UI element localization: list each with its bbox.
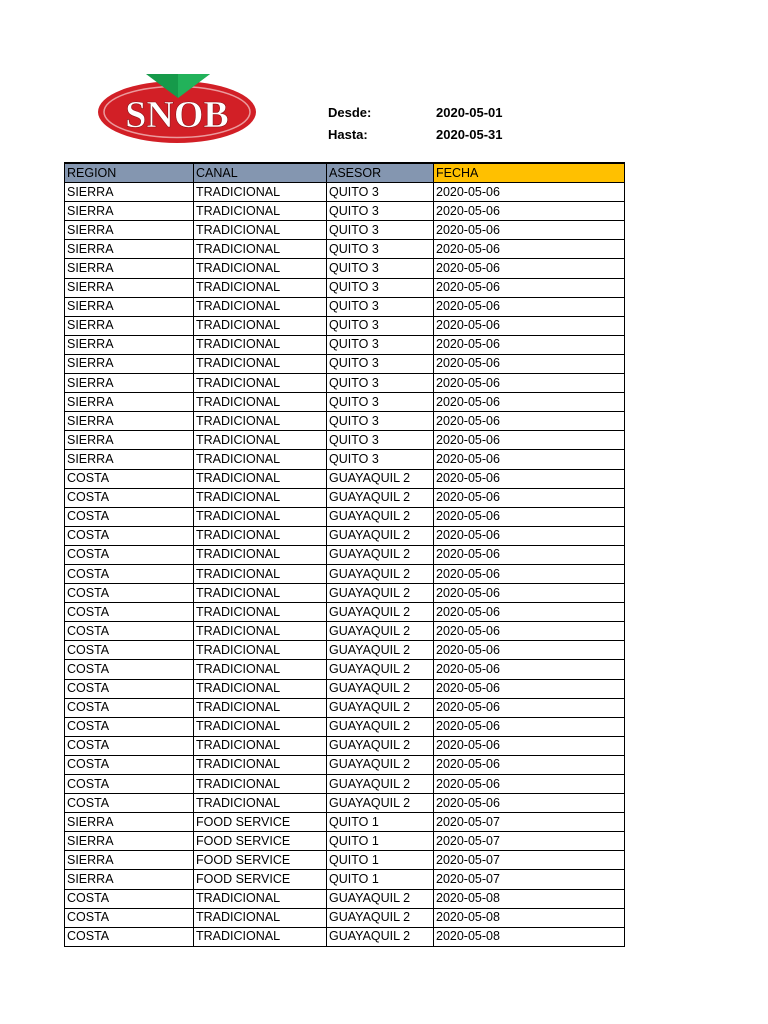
cell-region: COSTA: [65, 660, 194, 679]
cell-fecha: 2020-05-06: [434, 622, 625, 641]
cell-region: COSTA: [65, 488, 194, 507]
logo-text: SNOB: [125, 94, 229, 136]
cell-asesor: GUAYAQUIL 2: [327, 469, 434, 488]
cell-fecha: 2020-05-06: [434, 794, 625, 813]
cell-fecha: 2020-05-07: [434, 813, 625, 832]
hasta-label: Hasta:: [328, 127, 368, 142]
table-row: [65, 755, 625, 774]
cell-region: COSTA: [65, 927, 194, 946]
cell-fecha: 2020-05-06: [434, 412, 625, 431]
table-row: [65, 488, 625, 507]
table-body: [65, 183, 625, 947]
cell-region: SIERRA: [65, 202, 194, 221]
cell-canal: TRADICIONAL: [194, 431, 327, 450]
cell-asesor: QUITO 3: [327, 297, 434, 316]
table-row: [65, 526, 625, 545]
cell-asesor: GUAYAQUIL 2: [327, 889, 434, 908]
cell-canal: TRADICIONAL: [194, 354, 327, 373]
table-row: [65, 278, 625, 297]
cell-fecha: 2020-05-06: [434, 183, 625, 202]
cell-fecha: 2020-05-06: [434, 240, 625, 259]
table-row: [65, 450, 625, 469]
cell-asesor: QUITO 3: [327, 374, 434, 393]
cell-asesor: GUAYAQUIL 2: [327, 755, 434, 774]
table-row: [65, 374, 625, 393]
table-row: [65, 641, 625, 660]
cell-canal: TRADICIONAL: [194, 202, 327, 221]
cell-canal: TRADICIONAL: [194, 488, 327, 507]
cell-fecha: 2020-05-06: [434, 755, 625, 774]
cell-fecha: 2020-05-06: [434, 393, 625, 412]
cell-canal: TRADICIONAL: [194, 564, 327, 583]
cell-region: SIERRA: [65, 297, 194, 316]
report-table: [64, 162, 625, 947]
table-row: [65, 832, 625, 851]
cell-asesor: QUITO 3: [327, 278, 434, 297]
cell-region: COSTA: [65, 622, 194, 641]
cell-canal: FOOD SERVICE: [194, 870, 327, 889]
cell-region: COSTA: [65, 698, 194, 717]
cell-canal: TRADICIONAL: [194, 412, 327, 431]
cell-asesor: QUITO 1: [327, 851, 434, 870]
desde-label: Desde:: [328, 105, 372, 120]
cell-region: SIERRA: [65, 851, 194, 870]
cell-asesor: GUAYAQUIL 2: [327, 736, 434, 755]
cell-fecha: 2020-05-06: [434, 660, 625, 679]
table-row: [65, 622, 625, 641]
table-row: [65, 603, 625, 622]
table-row: [65, 431, 625, 450]
cell-fecha: 2020-05-06: [434, 431, 625, 450]
cell-region: COSTA: [65, 908, 194, 927]
cell-region: SIERRA: [65, 221, 194, 240]
cell-region: SIERRA: [65, 431, 194, 450]
cell-asesor: GUAYAQUIL 2: [327, 488, 434, 507]
cell-canal: TRADICIONAL: [194, 545, 327, 564]
cell-asesor: QUITO 3: [327, 183, 434, 202]
desde-value: 2020-05-01: [436, 105, 503, 120]
cell-canal: FOOD SERVICE: [194, 851, 327, 870]
cell-canal: TRADICIONAL: [194, 755, 327, 774]
cell-canal: TRADICIONAL: [194, 240, 327, 259]
cell-canal: TRADICIONAL: [194, 927, 327, 946]
table-row: [65, 469, 625, 488]
table-row: [65, 183, 625, 202]
cell-fecha: 2020-05-07: [434, 870, 625, 889]
cell-asesor: QUITO 3: [327, 202, 434, 221]
cell-region: SIERRA: [65, 354, 194, 373]
cell-fecha: 2020-05-06: [434, 469, 625, 488]
cell-fecha: 2020-05-06: [434, 545, 625, 564]
cell-canal: TRADICIONAL: [194, 584, 327, 603]
cell-asesor: GUAYAQUIL 2: [327, 584, 434, 603]
table-row: [65, 660, 625, 679]
cell-asesor: GUAYAQUIL 2: [327, 526, 434, 545]
cell-canal: TRADICIONAL: [194, 297, 327, 316]
table-row: [65, 813, 625, 832]
table-row: [65, 908, 625, 927]
cell-canal: TRADICIONAL: [194, 393, 327, 412]
cell-region: SIERRA: [65, 278, 194, 297]
cell-fecha: 2020-05-06: [434, 775, 625, 794]
cell-canal: TRADICIONAL: [194, 316, 327, 335]
cell-region: SIERRA: [65, 259, 194, 278]
table-row: [65, 679, 625, 698]
cell-asesor: GUAYAQUIL 2: [327, 794, 434, 813]
cell-fecha: 2020-05-06: [434, 736, 625, 755]
table-row: [65, 316, 625, 335]
cell-fecha: 2020-05-06: [434, 316, 625, 335]
cell-region: COSTA: [65, 755, 194, 774]
cell-region: SIERRA: [65, 870, 194, 889]
cell-canal: TRADICIONAL: [194, 278, 327, 297]
table-row: [65, 259, 625, 278]
table-row: [65, 889, 625, 908]
cell-canal: TRADICIONAL: [194, 908, 327, 927]
cell-region: COSTA: [65, 717, 194, 736]
cell-fecha: 2020-05-06: [434, 297, 625, 316]
cell-fecha: 2020-05-06: [434, 450, 625, 469]
table-row: [65, 240, 625, 259]
table-row: [65, 354, 625, 373]
column-header-asesor: ASESOR: [327, 163, 434, 183]
cell-region: COSTA: [65, 679, 194, 698]
cell-asesor: QUITO 3: [327, 259, 434, 278]
cell-region: COSTA: [65, 736, 194, 755]
table-row: [65, 775, 625, 794]
table-row: [65, 794, 625, 813]
cell-fecha: 2020-05-08: [434, 889, 625, 908]
table-row: [65, 393, 625, 412]
cell-region: SIERRA: [65, 183, 194, 202]
table-row: [65, 221, 625, 240]
table-row: [65, 202, 625, 221]
cell-canal: TRADICIONAL: [194, 374, 327, 393]
cell-canal: TRADICIONAL: [194, 183, 327, 202]
cell-asesor: GUAYAQUIL 2: [327, 545, 434, 564]
cell-fecha: 2020-05-06: [434, 679, 625, 698]
cell-asesor: QUITO 3: [327, 354, 434, 373]
cell-fecha: 2020-05-06: [434, 221, 625, 240]
cell-canal: TRADICIONAL: [194, 736, 327, 755]
cell-canal: TRADICIONAL: [194, 679, 327, 698]
cell-fecha: 2020-05-06: [434, 641, 625, 660]
cell-canal: TRADICIONAL: [194, 889, 327, 908]
cell-asesor: GUAYAQUIL 2: [327, 603, 434, 622]
snob-logo: [96, 72, 258, 144]
cell-canal: TRADICIONAL: [194, 794, 327, 813]
table-row: [65, 335, 625, 354]
cell-region: COSTA: [65, 584, 194, 603]
cell-region: SIERRA: [65, 316, 194, 335]
cell-region: SIERRA: [65, 374, 194, 393]
cell-region: COSTA: [65, 507, 194, 526]
cell-asesor: GUAYAQUIL 2: [327, 717, 434, 736]
cell-asesor: QUITO 3: [327, 450, 434, 469]
cell-asesor: GUAYAQUIL 2: [327, 698, 434, 717]
cell-fecha: 2020-05-06: [434, 374, 625, 393]
table-row: [65, 584, 625, 603]
cell-fecha: 2020-05-06: [434, 564, 625, 583]
table-row: [65, 297, 625, 316]
cell-region: SIERRA: [65, 335, 194, 354]
cell-canal: TRADICIONAL: [194, 526, 327, 545]
cell-asesor: GUAYAQUIL 2: [327, 908, 434, 927]
cell-asesor: GUAYAQUIL 2: [327, 622, 434, 641]
cell-canal: TRADICIONAL: [194, 641, 327, 660]
cell-asesor: GUAYAQUIL 2: [327, 641, 434, 660]
cell-fecha: 2020-05-06: [434, 335, 625, 354]
cell-asesor: GUAYAQUIL 2: [327, 927, 434, 946]
cell-canal: TRADICIONAL: [194, 775, 327, 794]
cell-region: COSTA: [65, 641, 194, 660]
table-row: [65, 736, 625, 755]
cell-asesor: QUITO 3: [327, 412, 434, 431]
cell-canal: TRADICIONAL: [194, 698, 327, 717]
cell-asesor: QUITO 1: [327, 813, 434, 832]
cell-region: SIERRA: [65, 412, 194, 431]
cell-asesor: GUAYAQUIL 2: [327, 775, 434, 794]
cell-asesor: GUAYAQUIL 2: [327, 507, 434, 526]
table-row: [65, 545, 625, 564]
table-row: [65, 412, 625, 431]
column-header-fecha: FECHA: [434, 163, 625, 183]
cell-canal: TRADICIONAL: [194, 259, 327, 278]
cell-canal: FOOD SERVICE: [194, 832, 327, 851]
table-row: [65, 870, 625, 889]
cell-region: SIERRA: [65, 450, 194, 469]
cell-canal: TRADICIONAL: [194, 221, 327, 240]
cell-fecha: 2020-05-06: [434, 603, 625, 622]
table-row: [65, 851, 625, 870]
cell-asesor: GUAYAQUIL 2: [327, 679, 434, 698]
cell-fecha: 2020-05-06: [434, 202, 625, 221]
cell-canal: TRADICIONAL: [194, 603, 327, 622]
cell-fecha: 2020-05-08: [434, 908, 625, 927]
cell-fecha: 2020-05-06: [434, 717, 625, 736]
cell-asesor: QUITO 3: [327, 221, 434, 240]
column-header-canal: CANAL: [194, 163, 327, 183]
cell-fecha: 2020-05-06: [434, 278, 625, 297]
cell-asesor: GUAYAQUIL 2: [327, 564, 434, 583]
cell-fecha: 2020-05-07: [434, 832, 625, 851]
cell-fecha: 2020-05-06: [434, 507, 625, 526]
cell-canal: TRADICIONAL: [194, 660, 327, 679]
cell-region: COSTA: [65, 794, 194, 813]
table-row: [65, 564, 625, 583]
cell-region: SIERRA: [65, 813, 194, 832]
cell-region: COSTA: [65, 526, 194, 545]
cell-region: SIERRA: [65, 832, 194, 851]
table-row: [65, 717, 625, 736]
cell-fecha: 2020-05-06: [434, 488, 625, 507]
cell-fecha: 2020-05-06: [434, 259, 625, 278]
table-header-row: [65, 163, 625, 183]
table-row: [65, 698, 625, 717]
cell-fecha: 2020-05-07: [434, 851, 625, 870]
hasta-value: 2020-05-31: [436, 127, 503, 142]
cell-fecha: 2020-05-06: [434, 584, 625, 603]
cell-canal: TRADICIONAL: [194, 469, 327, 488]
column-header-region: REGION: [65, 163, 194, 183]
cell-fecha: 2020-05-08: [434, 927, 625, 946]
cell-region: COSTA: [65, 564, 194, 583]
cell-region: COSTA: [65, 545, 194, 564]
table-row: [65, 507, 625, 526]
table-row: [65, 927, 625, 946]
cell-asesor: QUITO 3: [327, 240, 434, 259]
cell-region: COSTA: [65, 775, 194, 794]
cell-region: COSTA: [65, 603, 194, 622]
cell-region: COSTA: [65, 889, 194, 908]
cell-fecha: 2020-05-06: [434, 698, 625, 717]
cell-canal: TRADICIONAL: [194, 622, 327, 641]
cell-canal: TRADICIONAL: [194, 507, 327, 526]
cell-asesor: QUITO 1: [327, 870, 434, 889]
cell-region: SIERRA: [65, 240, 194, 259]
cell-canal: TRADICIONAL: [194, 450, 327, 469]
cell-fecha: 2020-05-06: [434, 354, 625, 373]
cell-asesor: QUITO 3: [327, 431, 434, 450]
cell-asesor: QUITO 1: [327, 832, 434, 851]
cell-asesor: QUITO 3: [327, 335, 434, 354]
cell-region: COSTA: [65, 469, 194, 488]
cell-canal: TRADICIONAL: [194, 717, 327, 736]
cell-canal: TRADICIONAL: [194, 335, 327, 354]
cell-fecha: 2020-05-06: [434, 526, 625, 545]
cell-asesor: GUAYAQUIL 2: [327, 660, 434, 679]
cell-canal: FOOD SERVICE: [194, 813, 327, 832]
cell-asesor: QUITO 3: [327, 316, 434, 335]
cell-region: SIERRA: [65, 393, 194, 412]
cell-asesor: QUITO 3: [327, 393, 434, 412]
